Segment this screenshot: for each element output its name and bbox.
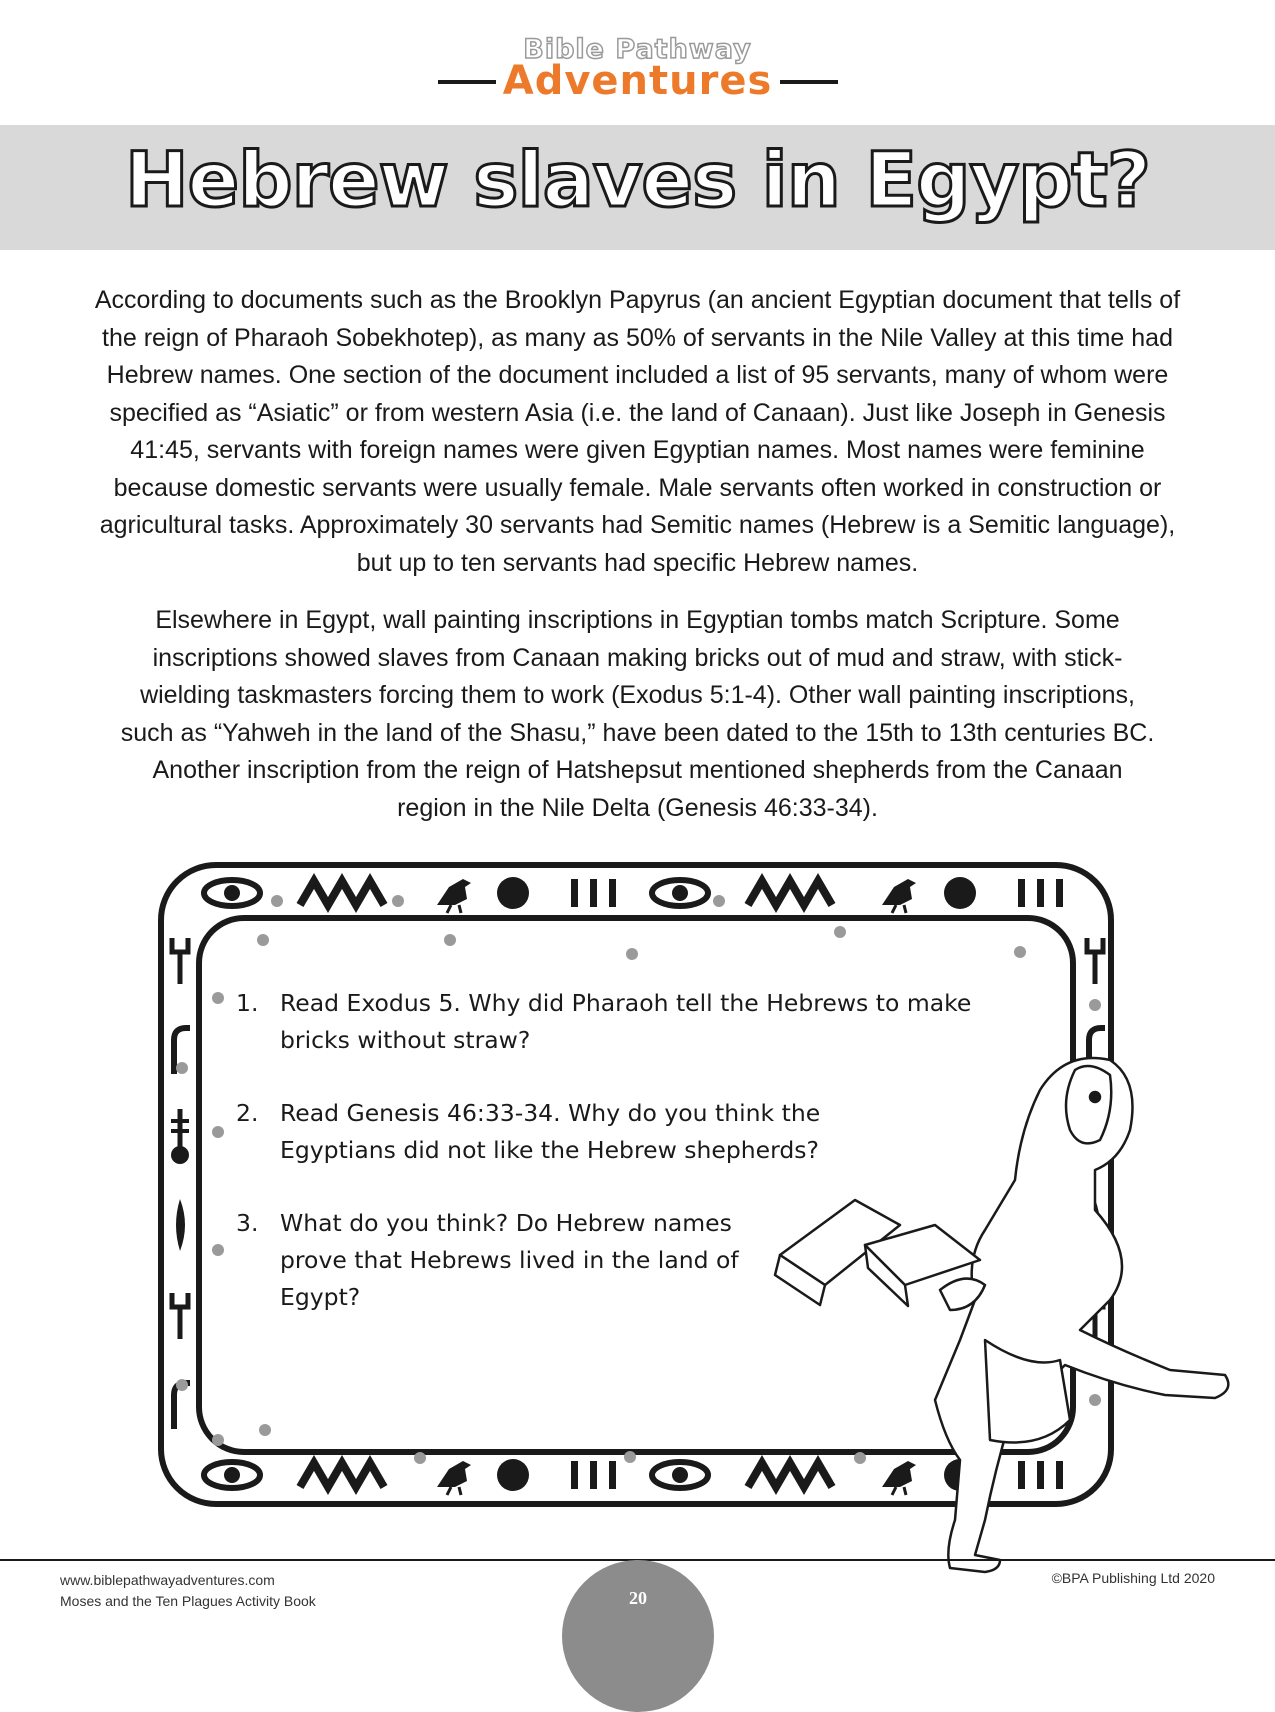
logo-line-2: Adventures [502,58,773,104]
question-list [236,985,1006,1352]
question-3-text: What do you think? Do Hebrew names prove that Hebrews lived in the land of Egypt? [280,1209,739,1311]
page-number-badge [562,1560,714,1712]
question-2 [236,1095,890,1169]
footer-website-link[interactable]: www.biblepathwayadventures.com [60,1572,275,1588]
question-3 [236,1205,740,1316]
question-1 [236,985,1006,1059]
footer-copyright: ©BPA Publishing Ltd 2020 [1051,1570,1215,1586]
question-3-number: 3. [236,1209,259,1237]
logo-line-1: Bible Pathway [523,34,752,65]
page-number: 20 [629,1588,647,1608]
question-1-number: 1. [236,989,259,1017]
question-2-text: Read Genesis 46:33-34. Why do you think the Egyptians did not like the Hebrew shepherds? [280,1099,821,1164]
page-title: Hebrew slaves in Egypt? [125,135,1150,224]
question-1-text: Read Exodus 5. Why did Pharaoh tell the Hebrews to make bricks without straw? [280,989,972,1054]
paragraph-brooklyn-papyrus: According to documents such as the Brooklyn Papyrus (an ancient Egyptian document that tells of the reign of Pharaoh Sobekhotep), as many as 50% of servants in the Nile Valley at this time had Hebrew names. One section of the document included a list of 95 servants, many of whom were specified as “Asiatic” or from western Asia (i.e. the land of Canaan). Just like Joseph in Genesis 41:45, servants with foreign names were given Egyptian names. Most names were feminine because domestic servants were usually female. Male servants often worked in construction or agricultural tasks. Approximately 30 servants had Semitic names (Hebrew is a Semitic language), but up to ten servants had specific Hebrew names. [94,286,1181,577]
paragraph-tomb-inscriptions: Elsewhere in Egypt, wall painting inscriptions in Egyptian tombs match Scripture. Some inscriptions showed slaves from Canaan making bricks out of mud and straw, with stick-wielding taskmasters forcing them to work (Exodus 5:1-4). Other wall painting inscriptions, such as “Yahweh in the land of the Shasu,” have been dated to the 15th to 13th centuries BC. Another inscription from the reign of Hatshepsut mentioned shepherds from the Canaan region in the Nile Delta (Genesis 46:33-34). [120,606,1155,822]
footer-book-title: Moses and the Ten Plagues Activity Book [60,1593,316,1609]
footer-left [60,1570,316,1612]
question-2-number: 2. [236,1099,259,1127]
